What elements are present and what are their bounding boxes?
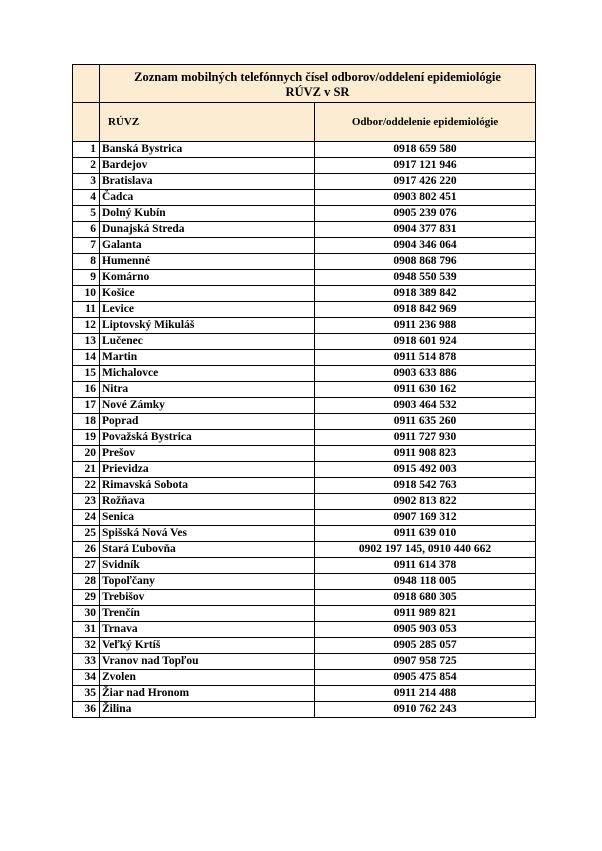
- table-row: [73, 206, 536, 222]
- row-number: 17: [73, 398, 100, 414]
- row-phone: 0903 633 886: [315, 366, 536, 382]
- row-ruvz-name: Rožňava: [100, 494, 315, 510]
- row-ruvz-name: Nitra: [100, 382, 315, 398]
- row-ruvz-name: Žilina: [100, 702, 315, 718]
- row-ruvz-name: Komárno: [100, 270, 315, 286]
- row-number: 12: [73, 318, 100, 334]
- row-phone: 0911 630 162: [315, 382, 536, 398]
- row-phone: 0917 426 220: [315, 174, 536, 190]
- phone-directory-table: [72, 64, 536, 718]
- row-ruvz-name: Galanta: [100, 238, 315, 254]
- row-number: 14: [73, 350, 100, 366]
- header-blank-cell: [73, 103, 100, 142]
- row-number: 1: [73, 142, 100, 158]
- row-phone: 0904 377 831: [315, 222, 536, 238]
- table-row: [73, 574, 536, 590]
- row-phone: 0911 908 823: [315, 446, 536, 462]
- table-row: [73, 142, 536, 158]
- row-phone: 0908 868 796: [315, 254, 536, 270]
- row-phone: 0911 214 488: [315, 686, 536, 702]
- row-ruvz-name: Prešov: [100, 446, 315, 462]
- table-row: [73, 382, 536, 398]
- row-number: 8: [73, 254, 100, 270]
- row-phone: 0918 389 842: [315, 286, 536, 302]
- row-phone: 0917 121 946: [315, 158, 536, 174]
- row-number: 20: [73, 446, 100, 462]
- row-phone: 0907 169 312: [315, 510, 536, 526]
- row-number: 6: [73, 222, 100, 238]
- row-ruvz-name: Nové Zámky: [100, 398, 315, 414]
- row-phone: 0911 639 010: [315, 526, 536, 542]
- row-ruvz-name: Lučenec: [100, 334, 315, 350]
- table-row: [73, 398, 536, 414]
- row-ruvz-name: Rimavská Sobota: [100, 478, 315, 494]
- title-row: [73, 65, 536, 103]
- row-number: 10: [73, 286, 100, 302]
- title-blank-cell: [73, 65, 100, 103]
- row-number: 29: [73, 590, 100, 606]
- row-ruvz-name: Svidník: [100, 558, 315, 574]
- row-ruvz-name: Michalovce: [100, 366, 315, 382]
- row-number: 9: [73, 270, 100, 286]
- table-row: [73, 686, 536, 702]
- row-number: 25: [73, 526, 100, 542]
- row-phone: 0905 475 854: [315, 670, 536, 686]
- table-row: [73, 558, 536, 574]
- row-ruvz-name: Bardejov: [100, 158, 315, 174]
- row-number: 4: [73, 190, 100, 206]
- row-ruvz-name: Topoľčany: [100, 574, 315, 590]
- table-row: [73, 222, 536, 238]
- row-ruvz-name: Trebišov: [100, 590, 315, 606]
- row-number: 15: [73, 366, 100, 382]
- row-number: 13: [73, 334, 100, 350]
- header-dept: Odbor/oddelenie epidemiológie: [315, 103, 536, 142]
- row-number: 27: [73, 558, 100, 574]
- row-ruvz-name: Trnava: [100, 622, 315, 638]
- table-row: [73, 622, 536, 638]
- table-row: [73, 526, 536, 542]
- row-number: 36: [73, 702, 100, 718]
- table-row: [73, 590, 536, 606]
- row-ruvz-name: Poprad: [100, 414, 315, 430]
- row-ruvz-name: Liptovský Mikuláš: [100, 318, 315, 334]
- row-ruvz-name: Dunajská Streda: [100, 222, 315, 238]
- table-row: [73, 270, 536, 286]
- row-phone: 0902 813 822: [315, 494, 536, 510]
- row-phone: 0918 842 969: [315, 302, 536, 318]
- row-phone: 0918 659 580: [315, 142, 536, 158]
- row-phone: 0907 958 725: [315, 654, 536, 670]
- row-number: 31: [73, 622, 100, 638]
- row-phone: 0905 285 057: [315, 638, 536, 654]
- row-number: 35: [73, 686, 100, 702]
- row-number: 33: [73, 654, 100, 670]
- table-title: [100, 65, 536, 103]
- row-phone: 0948 550 539: [315, 270, 536, 286]
- row-ruvz-name: Vranov nad Topľou: [100, 654, 315, 670]
- row-number: 32: [73, 638, 100, 654]
- row-phone: 0911 236 988: [315, 318, 536, 334]
- row-number: 23: [73, 494, 100, 510]
- row-ruvz-name: Košice: [100, 286, 315, 302]
- row-number: 26: [73, 542, 100, 558]
- table-row: [73, 174, 536, 190]
- row-number: 2: [73, 158, 100, 174]
- table-row: [73, 670, 536, 686]
- row-number: 16: [73, 382, 100, 398]
- table-row: [73, 494, 536, 510]
- row-phone: 0918 542 763: [315, 478, 536, 494]
- row-ruvz-name: Martin: [100, 350, 315, 366]
- row-number: 11: [73, 302, 100, 318]
- row-phone: 0905 903 053: [315, 622, 536, 638]
- table-row: [73, 430, 536, 446]
- row-phone: 0903 464 532: [315, 398, 536, 414]
- row-number: 30: [73, 606, 100, 622]
- row-number: 24: [73, 510, 100, 526]
- row-ruvz-name: Dolný Kubín: [100, 206, 315, 222]
- row-number: 7: [73, 238, 100, 254]
- table-row: [73, 158, 536, 174]
- row-ruvz-name: Humenné: [100, 254, 315, 270]
- row-phone: 0918 680 305: [315, 590, 536, 606]
- row-phone: 0911 635 260: [315, 414, 536, 430]
- row-number: 22: [73, 478, 100, 494]
- row-phone: 0910 762 243: [315, 702, 536, 718]
- title-line-2: RÚVZ v SR: [285, 84, 350, 99]
- table-row: [73, 606, 536, 622]
- row-ruvz-name: Veľký Krtíš: [100, 638, 315, 654]
- row-phone: 0905 239 076: [315, 206, 536, 222]
- table-row: [73, 702, 536, 718]
- table-row: [73, 334, 536, 350]
- row-ruvz-name: Banská Bystrica: [100, 142, 315, 158]
- table-row: [73, 638, 536, 654]
- table-row: [73, 510, 536, 526]
- header-ruvz: RÚVZ: [100, 103, 315, 142]
- table-row: [73, 542, 536, 558]
- table-row: [73, 238, 536, 254]
- row-phone: 0902 197 145, 0910 440 662: [315, 542, 536, 558]
- row-ruvz-name: Žiar nad Hronom: [100, 686, 315, 702]
- row-ruvz-name: Levice: [100, 302, 315, 318]
- title-line-1: Zoznam mobilných telefónnych čísel odborov/oddelení epidemiológie: [134, 69, 501, 84]
- row-number: 18: [73, 414, 100, 430]
- row-ruvz-name: Spišská Nová Ves: [100, 526, 315, 542]
- header-row: [73, 103, 536, 142]
- row-number: 28: [73, 574, 100, 590]
- row-phone: 0904 346 064: [315, 238, 536, 254]
- row-ruvz-name: Trenčín: [100, 606, 315, 622]
- table-row: [73, 286, 536, 302]
- row-phone: 0915 492 003: [315, 462, 536, 478]
- table-row: [73, 462, 536, 478]
- table-row: [73, 254, 536, 270]
- row-ruvz-name: Prievidza: [100, 462, 315, 478]
- table-row: [73, 318, 536, 334]
- row-phone: 0911 989 821: [315, 606, 536, 622]
- table-row: [73, 446, 536, 462]
- row-ruvz-name: Čadca: [100, 190, 315, 206]
- row-number: 19: [73, 430, 100, 446]
- row-ruvz-name: Stará Ľubovňa: [100, 542, 315, 558]
- row-ruvz-name: Zvolen: [100, 670, 315, 686]
- row-phone: 0948 118 005: [315, 574, 536, 590]
- row-ruvz-name: Senica: [100, 510, 315, 526]
- row-ruvz-name: Bratislava: [100, 174, 315, 190]
- table-row: [73, 366, 536, 382]
- row-phone: 0911 514 878: [315, 350, 536, 366]
- row-number: 21: [73, 462, 100, 478]
- row-number: 34: [73, 670, 100, 686]
- row-phone: 0911 614 378: [315, 558, 536, 574]
- row-phone: 0911 727 930: [315, 430, 536, 446]
- row-ruvz-name: Považská Bystrica: [100, 430, 315, 446]
- row-phone: 0918 601 924: [315, 334, 536, 350]
- table-row: [73, 414, 536, 430]
- table-row: [73, 350, 536, 366]
- row-phone: 0903 802 451: [315, 190, 536, 206]
- table-row: [73, 302, 536, 318]
- table-row: [73, 190, 536, 206]
- table-row: [73, 478, 536, 494]
- table-row: [73, 654, 536, 670]
- row-number: 5: [73, 206, 100, 222]
- row-number: 3: [73, 174, 100, 190]
